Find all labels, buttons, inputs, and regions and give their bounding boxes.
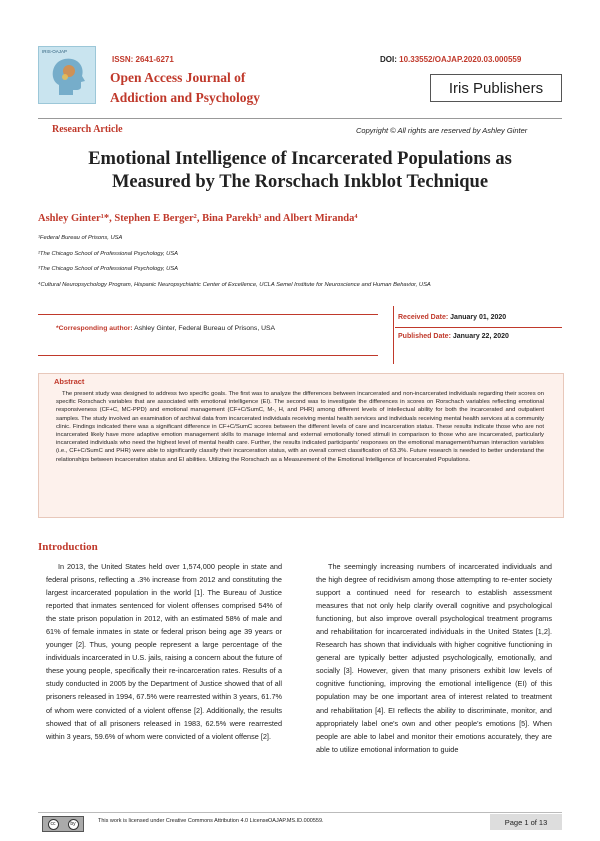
- published-label: Published Date:: [398, 333, 451, 340]
- article-title: [38, 148, 562, 194]
- doi-label: DOI:: [380, 55, 397, 64]
- paragraph: The seemingly increasing numbers of incarcerated individuals and the high degree of recidivism among those attempting to re-enter society support a continued need for research to establish assessment measures that not only help clarify overall cognitive and psychological functioning, but also improve overall psychological treatment programs and rehabilitation for incarcerated individuals in the United States [1,2]. Research has shown that individuals with higher cognitive functioning in general are typically better adjusted psychologically, emotionally, and socially [3]. However, given that many prisoners exhibit low levels of cognitive functioning, improving the emotional intelligence (EI) of this population may be one important area of interest related to treatment and rehabilitation [4]. EI reflects the ability to discriminate, monitor, and appropriately label one's own and other people's emotions [5]. When people are able to label and monitor their emotions accurately, they are able to utilize emotional information to guide: [316, 562, 552, 754]
- copyright-notice: Copyright © All rights are reserved by Ashley Ginter: [356, 126, 528, 135]
- affiliation-2: ²The Chicago School of Professional Psychology, USA: [38, 251, 179, 257]
- license-text: This work is licensed under Creative Commons Attribution 4.0 License: [98, 818, 269, 824]
- issn: ISSN: 2641-6271: [112, 55, 174, 64]
- corresponding-label: *Corresponding author:: [56, 325, 133, 332]
- journal-title[interactable]: [110, 68, 310, 108]
- received-date: [398, 314, 506, 321]
- article-title-line1: Emotional Intelligence of Incarcerated Populations as: [88, 149, 512, 169]
- body-column-left: [46, 560, 282, 743]
- corresponding-box: [38, 314, 378, 356]
- affiliation-1: ¹Federal Bureau of Prisons, USA: [38, 235, 123, 241]
- doi-link[interactable]: 10.33552/OAJAP.2020.03.000559: [399, 55, 522, 64]
- header-divider: [38, 118, 562, 119]
- logo-tag: IRIS-OAJAP: [42, 49, 68, 54]
- corresponding-text: Ashley Ginter, Federal Bureau of Prisons, USA: [132, 325, 276, 332]
- affiliation-3: ³The Chicago School of Professional Psychology, USA: [38, 266, 179, 272]
- received-value: January 01, 2020: [450, 314, 507, 321]
- by-icon: by: [68, 819, 79, 830]
- affiliation-4: ⁴Cultural Neuropsychology Program, Hispanic Neuropsychiatric Center of Excellence, UCLA Semel Institute for Neuroscience and Human Behavior, USA: [38, 282, 431, 288]
- received-label: Received Date:: [398, 314, 449, 321]
- journal-title-line1: Open Access Journal of: [110, 70, 246, 85]
- introduction-heading: Introduction: [38, 541, 98, 553]
- footer-doi: OAJAP.MS.ID.000559.: [268, 818, 324, 824]
- published-date: [398, 333, 509, 340]
- journal-logo: [38, 46, 96, 104]
- article-type: Research Article: [52, 124, 123, 135]
- publisher-logo[interactable]: Iris Publishers: [430, 74, 562, 102]
- page-number: Page 1 of 13: [490, 814, 562, 830]
- cc-license-badge[interactable]: [42, 816, 84, 832]
- footer-divider: [38, 812, 562, 813]
- paragraph: In 2013, the United States held over 1,574,000 people in state and federal prisons, reflecting a .3% increase from 2012 and constituting the largest incarcerated population in the world [1]. The Bureau of Justice reported that inmates sentenced for violent offenses comprised 54% of the state prison population in 2012, with an estimated 58% of male and 61% of female inmates in state or federal prison being age 39 years or younger [2]. Thus, young people represent a large percentage of the individuals incarcerated in U.S. jails, raising a concern about the future of these young people, specifically their re-incarceration rates. Results of a study conducted in 2005 by the Department of Justice showed that of all prisoners released in 1994, 67.5% were rearrested within 3 years, 61.7% of whom were convicted of a violent offense [2]. Additionally, the results showed that of all prisoners released in 1983, 62.5% were rearrested within 3 years, 59.6% of whom were convicted of a violent offense [2].: [46, 562, 282, 741]
- abstract-text: The present study was designed to address two specific goals. The first was to analyze the differences between incarcerated and non-incarcerated individuals regarding their scores on specific Rorschach variables that are associated with emotional intelligence (EI). The second was to investigate the differences in scores on Rorschach variables reflecting emotional responsiveness (CF+C, MC-PPD) and emotional management (CF+C/SumC, M-, H, and PHR) among different levels of intellectual ability for both the incarcerated and outpatient samples. The study involved an examination of archival data from incarcerated individuals receiving mental health services and individuals receiving mental health services at a community clinic. Findings indicated there was a significant difference in CF+C/SumC scores between the different levels of care and incarceration status. These results indicate those who are not incarcerated likely have more adaptive emotion management skills to manage internal and external emotionally toned stimuli in comparison to those who are incarcerated, particularly incarcerated individuals who need the highest level of mental health care. Further, the results indicated participants' responses on the emotional management/human interaction variables (i.e., CF+C/SumC and PHR) were able to significantly classify their incarceration status, with an overall correct classification of 63.3%. Future research is needed to better understand the relationships between incarceration status and EI abilities. Utilizing the Rorschach as a Measurement of the Emotional Intelligence of Incarcerated Populations.: [56, 391, 544, 463]
- dates-divider: [395, 327, 562, 328]
- corresponding-author: [56, 325, 275, 332]
- author-list: Ashley Ginter¹*, Stephen E Berger², Bina Parekh³ and Albert Miranda⁴: [38, 213, 358, 224]
- head-silhouette-icon: [39, 47, 95, 103]
- doi: [380, 55, 521, 64]
- article-title-line2: Measured by The Rorschach Inkblot Technique: [111, 172, 489, 192]
- published-value: January 22, 2020: [452, 333, 509, 340]
- abstract-heading: Abstract: [54, 377, 85, 386]
- cc-icon: cc: [48, 819, 59, 830]
- body-column-right: [316, 560, 552, 756]
- journal-title-line2: Addiction and Psychology: [110, 90, 261, 105]
